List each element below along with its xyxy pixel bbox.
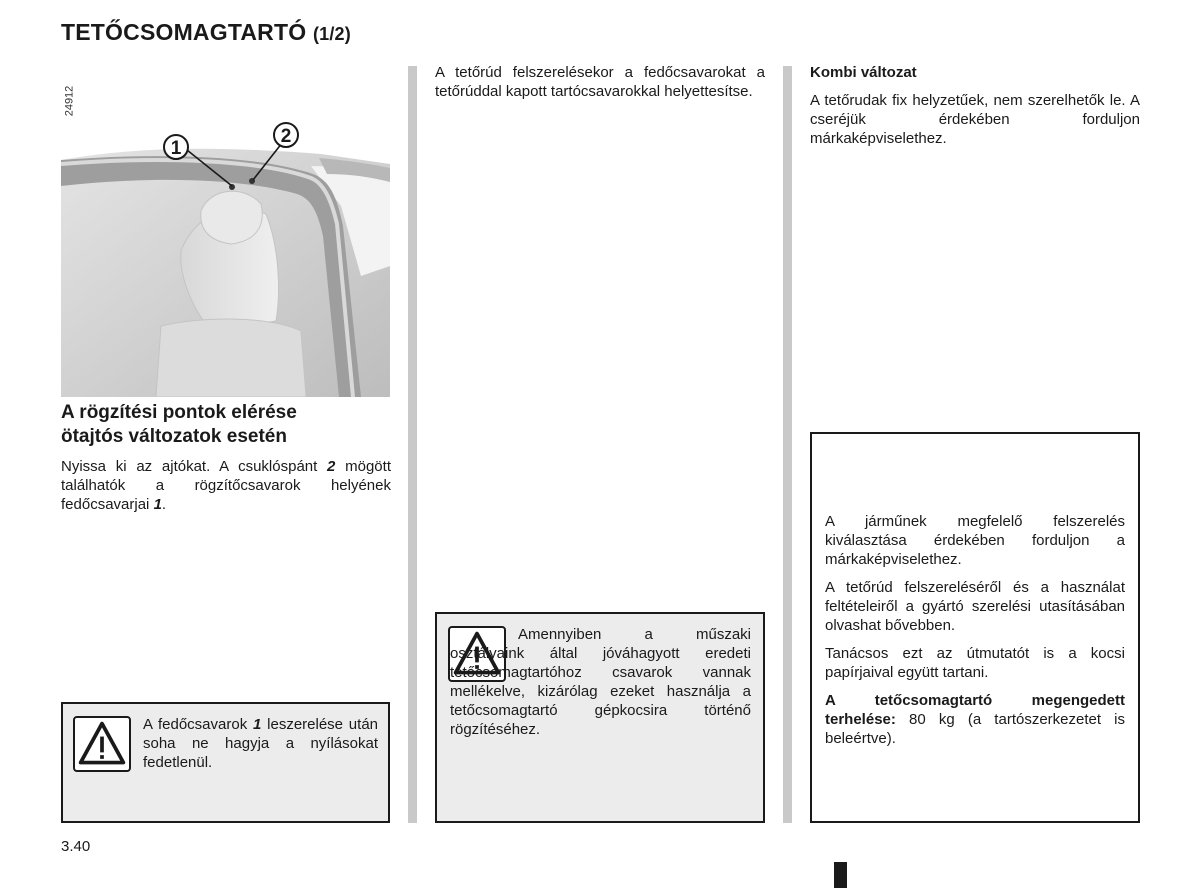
warning-box-middle	[435, 612, 765, 823]
heading-line-1: A rögzítési pontok elérése	[61, 402, 297, 423]
figure-marker-2: 2	[280, 126, 292, 147]
ref-2: 2	[327, 458, 336, 475]
info-paragraph-3: Tanácsos ezt az útmutatót is a kocsi papírjaival együtt tartani.	[825, 645, 1125, 681]
page-edge-marker	[834, 862, 847, 888]
warning-triangle-icon	[73, 716, 131, 772]
right-column-text	[810, 63, 1140, 158]
ref-1: 1	[153, 496, 162, 513]
section-heading-five-door	[61, 401, 391, 449]
warning-text-part: A fedőcsavarok	[143, 716, 253, 733]
body-text-part: Nyissa ki az ajtókat. A csuklóspánt	[61, 458, 328, 475]
page-title-text: TETŐCSOMAGTARTÓ	[61, 19, 307, 45]
figure-code: 24912	[63, 85, 76, 117]
page-title	[61, 19, 351, 46]
load-limit-value: 80 kg (a tartószerkezetet is beleértve).	[825, 711, 1125, 747]
body-text-part: .	[161, 496, 167, 513]
info-paragraph-2: A tetőrúd felszereléséről és a használat feltételeiről a gyártó szerelési utasításában olvashat bővebben.	[825, 579, 1125, 634]
page-title-suffix: (1/2)	[312, 24, 351, 44]
left-body-text	[61, 457, 391, 514]
middle-intro-text: A tetőrúd felszerelésekor a fedőcsavarokat a tetőrúddal kapott tartócsavarokkal helyettesítse.	[435, 64, 765, 100]
kombi-heading: Kombi változat	[810, 64, 917, 81]
info-paragraph-1: A járműnek megfelelő felszerelés kiválasztása érdekében forduljon a márkaképviselethez.	[825, 513, 1125, 568]
car-door-illustration	[61, 116, 390, 397]
figure-marker-1: 1	[170, 138, 182, 159]
warning-text-middle: Amennyiben a műszaki osztályaink által jóváhagyott eredeti tetőcsomagtartóhoz csavarok vannak mellékelve, kizárólag ezeket használja a tetőcsomagtartó gépkocsira történő rögzítéséhez.	[450, 626, 751, 738]
ref-1: 1	[253, 716, 262, 733]
info-paragraph-4	[825, 691, 1125, 748]
column-divider-right	[783, 66, 792, 823]
warning-text-part: leszerelése után soha ne hagyja a nyílásokat fedetlenül.	[143, 716, 379, 771]
page-number: 3.40	[61, 838, 91, 855]
warning-text-left	[143, 715, 378, 772]
load-limit-label: A tetőcsomagtartó megengedett terhelése:	[825, 692, 1125, 728]
kombi-body: A tetőrudak fix helyzetűek, nem szerelhetők le. A cseréjük érdekében forduljon márkaképviselethez.	[810, 92, 1140, 147]
warning-box-left	[61, 702, 390, 823]
info-box-right	[810, 432, 1140, 823]
body-text-part: mögött találhatók a rögzítőcsavarok helyének fedőcsavarjai	[61, 458, 391, 513]
column-divider-left	[408, 66, 417, 823]
heading-line-2: ötajtós változatok esetén	[61, 426, 287, 447]
